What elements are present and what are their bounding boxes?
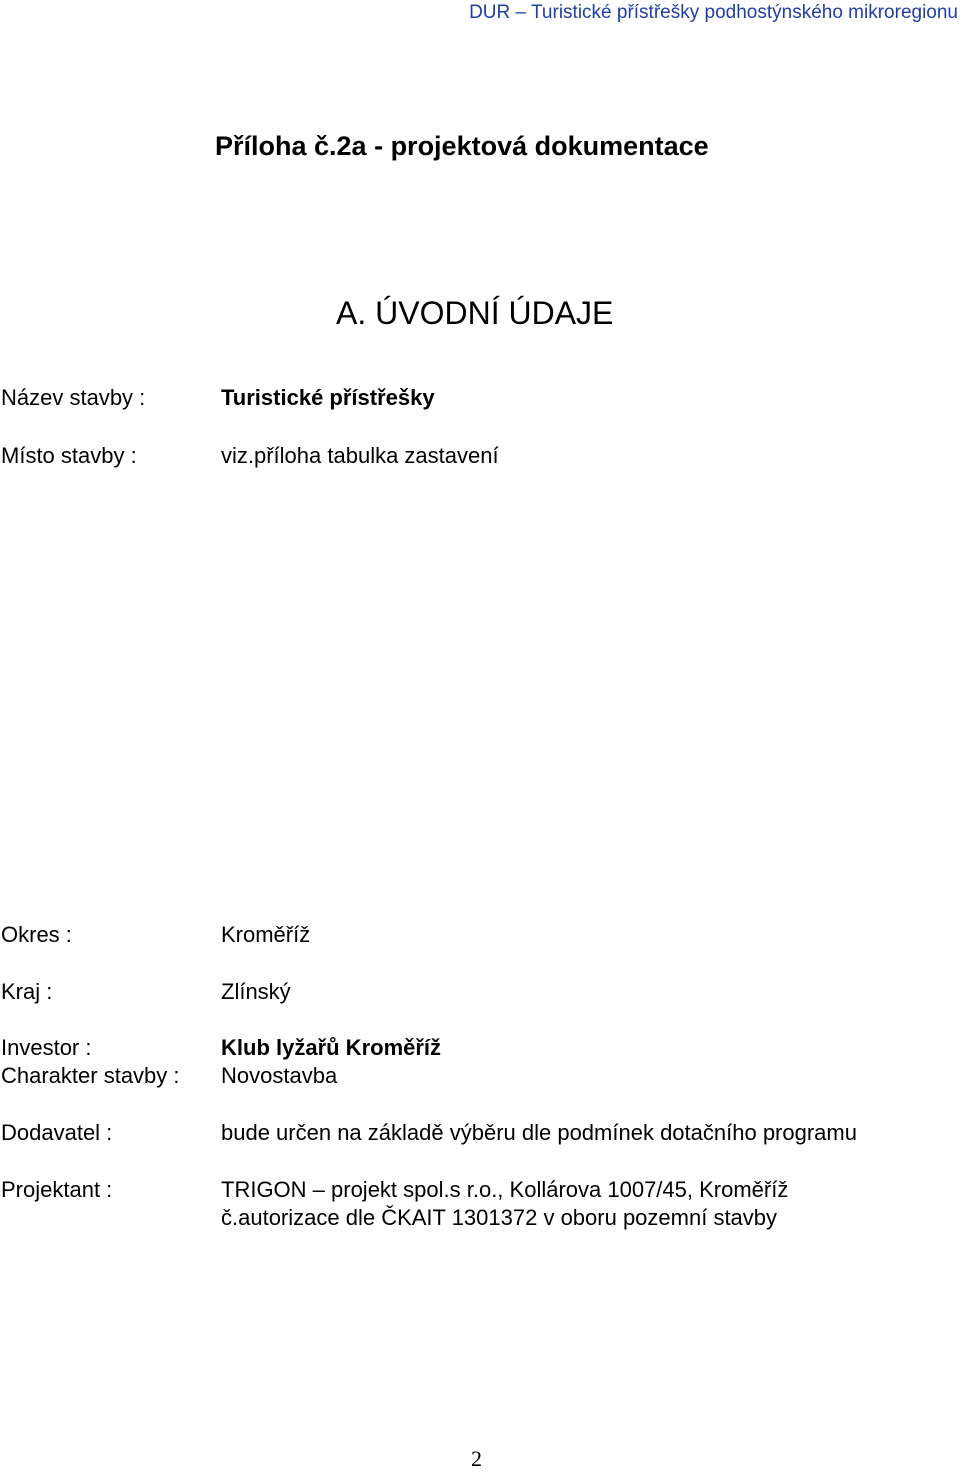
field-value-nazev-stavby: Turistické přístřešky	[221, 385, 435, 410]
field-value-dodavatel: bude určen na základě výběru dle podmínek dotačního programu	[221, 1120, 857, 1145]
field-label-charakter-stavby: Charakter stavby :	[1, 1063, 180, 1088]
field-label-misto-stavby: Místo stavby :	[1, 443, 137, 468]
section-title: A. ÚVODNÍ ÚDAJE	[336, 295, 614, 331]
field-value-investor: Klub lyžařů Kroměříž	[221, 1035, 442, 1060]
field-label-dodavatel: Dodavatel :	[1, 1120, 113, 1145]
field-value-projektant-line2: č.autorizace dle ČKAIT 1301372 v oboru pozemní stavby	[221, 1205, 778, 1230]
field-label-projektant: Projektant :	[1, 1177, 113, 1202]
field-value-okres: Kroměříž	[221, 922, 311, 947]
running-header: DUR – Turistické přístřešky podhostýnského mikroregionu	[469, 2, 958, 23]
field-value-kraj: Zlínský	[221, 979, 291, 1004]
field-value-charakter-stavby: Novostavba	[221, 1063, 338, 1088]
field-label-investor: Investor :	[1, 1035, 92, 1060]
field-label-kraj: Kraj :	[1, 979, 53, 1004]
field-value-misto-stavby: viz.příloha tabulka zastavení	[221, 443, 499, 468]
page-number: 2	[471, 1446, 482, 1471]
appendix-title: Příloha č.2a - projektová dokumentace	[215, 131, 709, 161]
field-label-nazev-stavby: Název stavby :	[1, 385, 146, 410]
field-value-projektant-line1: TRIGON – projekt spol.s r.o., Kollárova 1007/45, Kroměříž	[221, 1177, 789, 1202]
field-label-okres: Okres :	[1, 922, 72, 947]
